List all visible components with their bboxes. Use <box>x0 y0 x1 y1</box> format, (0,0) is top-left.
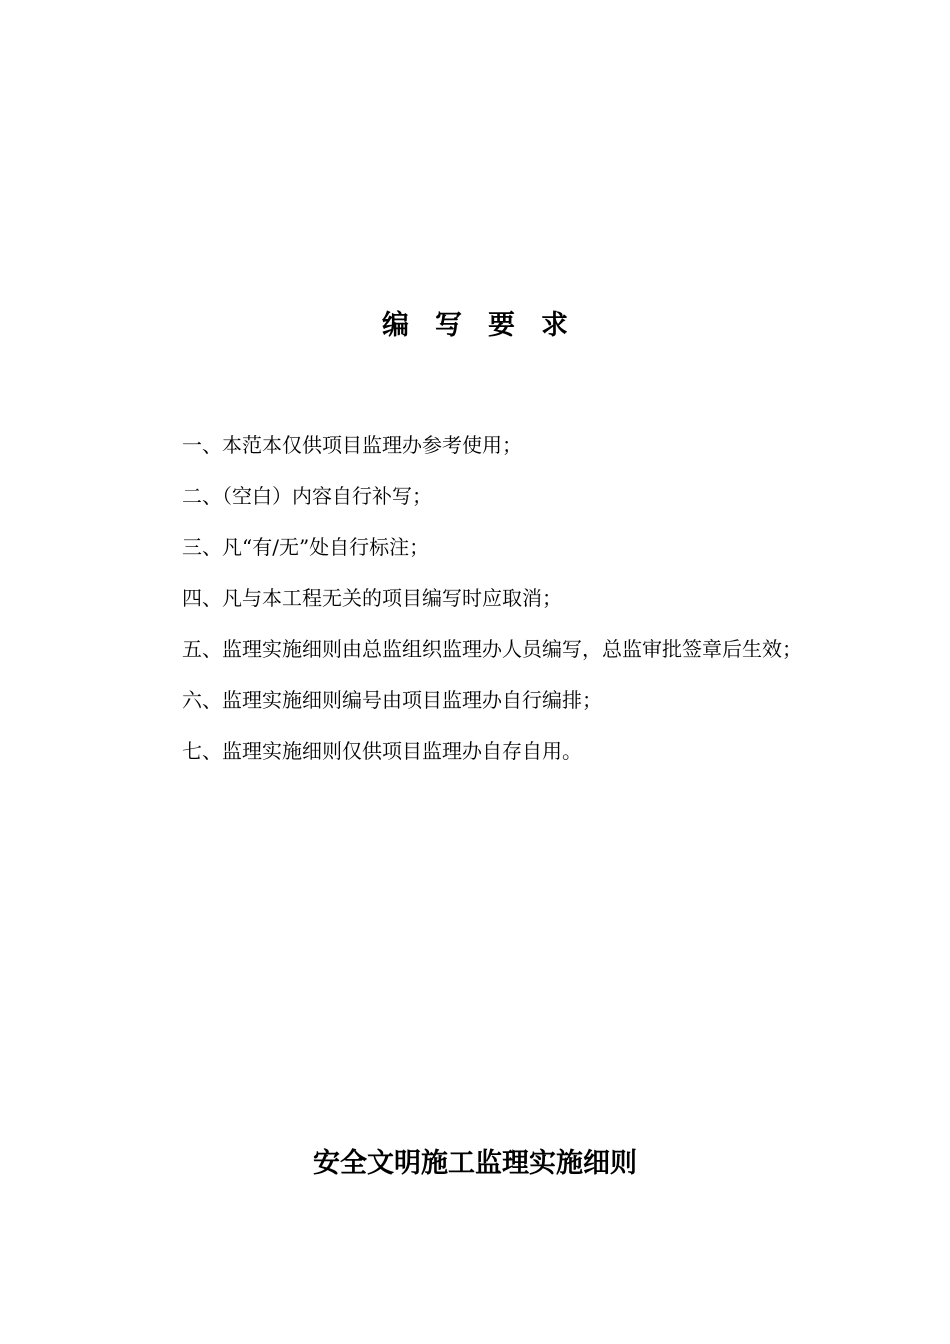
requirement-item: 三、凡“有/无”处自行标注； <box>182 535 430 559</box>
requirement-item: 二、（空白）内容自行补写； <box>182 484 432 508</box>
section-heading: 编写要求 <box>382 310 594 341</box>
requirement-item: 一、本范本仅供项目监理办参考使用； <box>182 433 522 457</box>
requirement-item: 四、凡与本工程无关的项目编写时应取消； <box>182 586 562 610</box>
requirement-item: 七、监理实施细则仅供项目监理办自存自用。 <box>182 739 582 763</box>
requirement-item: 六、监理实施细则编号由项目监理办自行编排； <box>182 688 602 712</box>
requirements-list <box>138 420 828 777</box>
document-title: 安全文明施工监理实施细则 <box>313 1148 637 1179</box>
requirement-item: 五、监理实施细则由总监组织监理办人员编写，总监审批签章后生效； <box>182 637 802 661</box>
